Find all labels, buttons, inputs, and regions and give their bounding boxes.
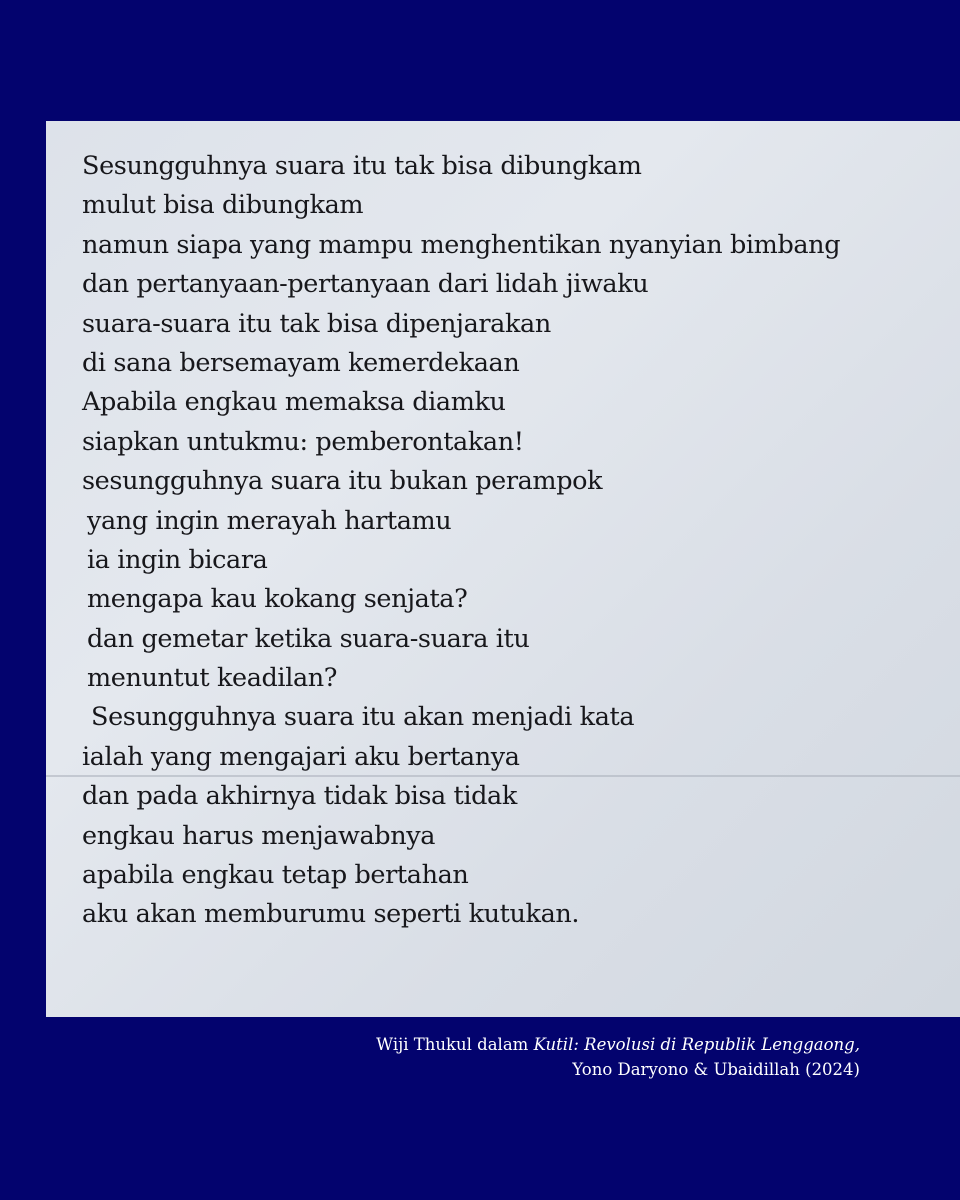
caption-book-title: Kutil: Revolusi di Republik Lenggaong, — [533, 1035, 860, 1054]
poem-line: apabila engkau tetap bertahan — [82, 860, 469, 891]
poem-line: dan gemetar ketika suara-suara itu — [87, 623, 530, 654]
poem-line: dan pertanyaan-pertanyaan dari lidah jiwaku — [82, 269, 649, 300]
poem-line: ialah yang mengajari aku bertanya — [82, 741, 520, 772]
poem-line: engkau harus menjawabnya — [82, 820, 436, 851]
source-caption — [376, 1032, 860, 1082]
poem-line: mengapa kau kokang senjata? — [87, 584, 468, 615]
poem-line: Apabila engkau memaksa diamku — [82, 387, 506, 418]
poem-line: di sana bersemayam kemerdekaan — [82, 347, 520, 378]
book-page-photo — [46, 121, 960, 1017]
poem-line: mulut bisa dibungkam — [82, 190, 364, 221]
poem-line: namun siapa yang mampu menghentikan nyanyian bimbang — [82, 229, 841, 260]
poem-line: ia ingin bicara — [87, 544, 268, 575]
poem-text — [82, 147, 840, 935]
caption-line-1 — [376, 1032, 860, 1057]
caption-author: Wiji Thukul dalam — [376, 1035, 534, 1054]
poem-line: Sesungguhnya suara itu akan menjadi kata — [91, 702, 635, 733]
poem-line: yang ingin merayah hartamu — [87, 505, 452, 536]
poem-line: Sesungguhnya suara itu tak bisa dibungkam — [82, 151, 642, 181]
poem-line: sesungguhnya suara itu bukan perampok — [82, 466, 603, 497]
poem-line: aku akan memburumu seperti kutukan. — [82, 899, 580, 930]
poem-line: dan pada akhirnya tidak bisa tidak — [82, 781, 517, 812]
poem-line: menuntut keadilan? — [87, 663, 338, 694]
poem-line: siapkan untukmu: pemberontakan! — [82, 426, 524, 457]
caption-book-authors: Yono Daryono & Ubaidillah (2024) — [572, 1060, 860, 1079]
poem-line: suara-suara itu tak bisa dipenjarakan — [82, 308, 551, 339]
